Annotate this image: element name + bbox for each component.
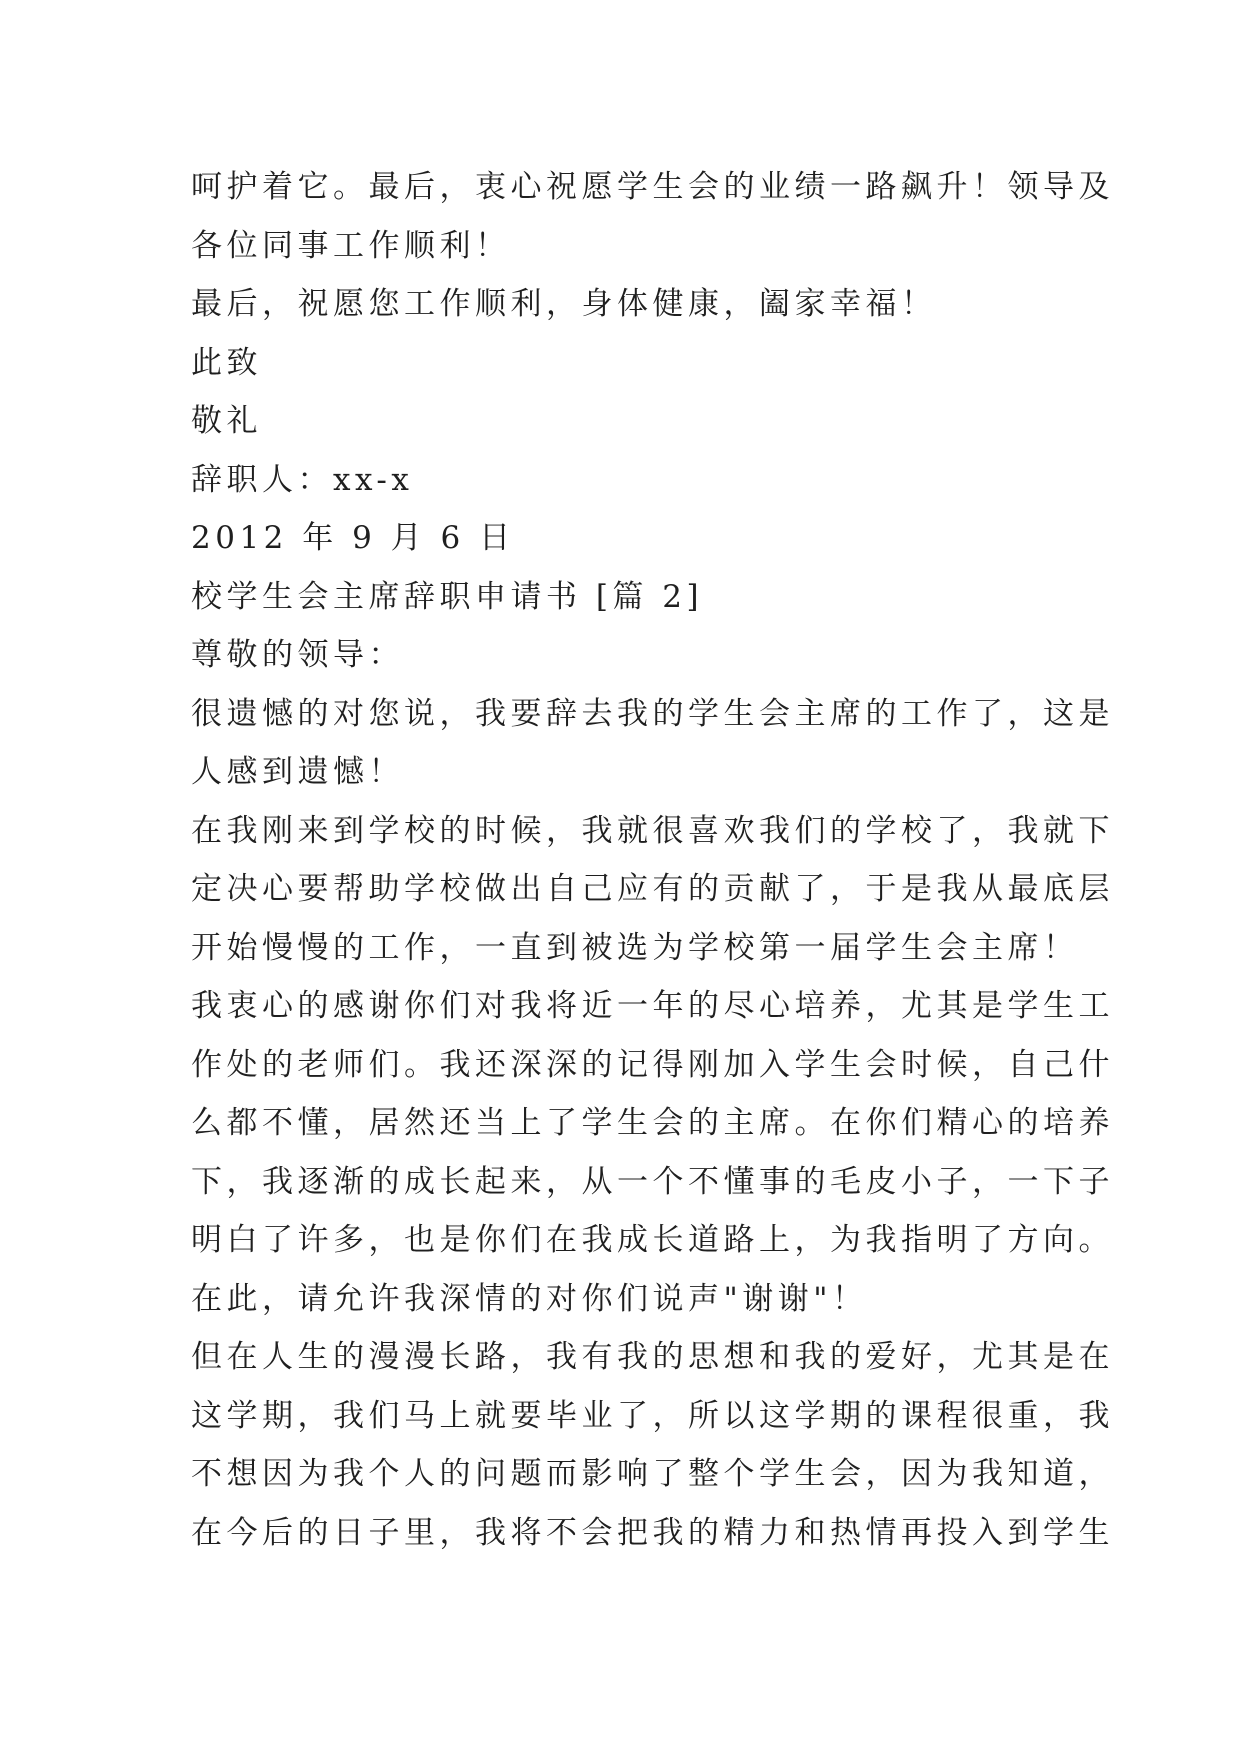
text-line: 在今后的日子里，我将不会把我的精力和热情再投入到学生: [191, 1514, 1114, 1551]
section-title: 校学生会主席辞职申请书 [篇 2]: [191, 578, 704, 615]
text-line: 在此，请允许我深情的对你们说声"谢谢"！: [191, 1280, 868, 1317]
text-line: 但在人生的漫漫长路，我有我的思想和我的爱好，尤其是在: [191, 1339, 1114, 1375]
text-line: 最后，祝愿您工作顺利，身体健康，阖家幸福！: [191, 286, 937, 322]
text-line: 呵护着它。最后，衷心祝愿学生会的业绩一路飙升！领导及: [191, 169, 1114, 205]
text-line: 不想因为我个人的问题而影响了整个学生会，因为我知道，: [191, 1456, 1114, 1492]
text-line: 人感到遗憾！: [191, 754, 404, 790]
text-line: 各位同事工作顺利！: [191, 227, 511, 264]
signature-line: 辞职人：xx-x: [191, 461, 414, 498]
text-line: 这学期，我们马上就要毕业了，所以这学期的课程很重，我: [191, 1397, 1114, 1434]
text-line: 作处的老师们。我还深深的记得刚加入学生会时候，自己什: [191, 1046, 1114, 1083]
date-line: 2012 年 9 月 6 日: [191, 520, 515, 556]
text-line: 开始慢慢的工作，一直到被选为学校第一届学生会主席！: [191, 929, 1079, 966]
greeting: 尊敬的领导：: [191, 637, 404, 673]
text-line: 么都不懂，居然还当上了学生会的主席。在你们精心的培养: [191, 1105, 1114, 1141]
closing-salutation: 此致: [191, 344, 262, 381]
text-line: 我衷心的感谢你们对我将近一年的尽心培养，尤其是学生工: [191, 988, 1114, 1024]
document-body: [191, 158, 1114, 1562]
text-line: 在我刚来到学校的时候，我就很喜欢我们的学校了，我就下: [191, 812, 1114, 849]
closing-salutation: 敬礼: [191, 403, 262, 439]
text-line: 很遗憾的对您说，我要辞去我的学生会主席的工作了，这是: [191, 695, 1114, 732]
text-line: 明白了许多，也是你们在我成长道路上，为我指明了方向。: [191, 1222, 1114, 1258]
text-line: 下，我逐渐的成长起来，从一个不懂事的毛皮小子，一下子: [191, 1163, 1114, 1200]
text-line: 定决心要帮助学校做出自己应有的贡献了，于是我从最底层: [191, 871, 1114, 907]
